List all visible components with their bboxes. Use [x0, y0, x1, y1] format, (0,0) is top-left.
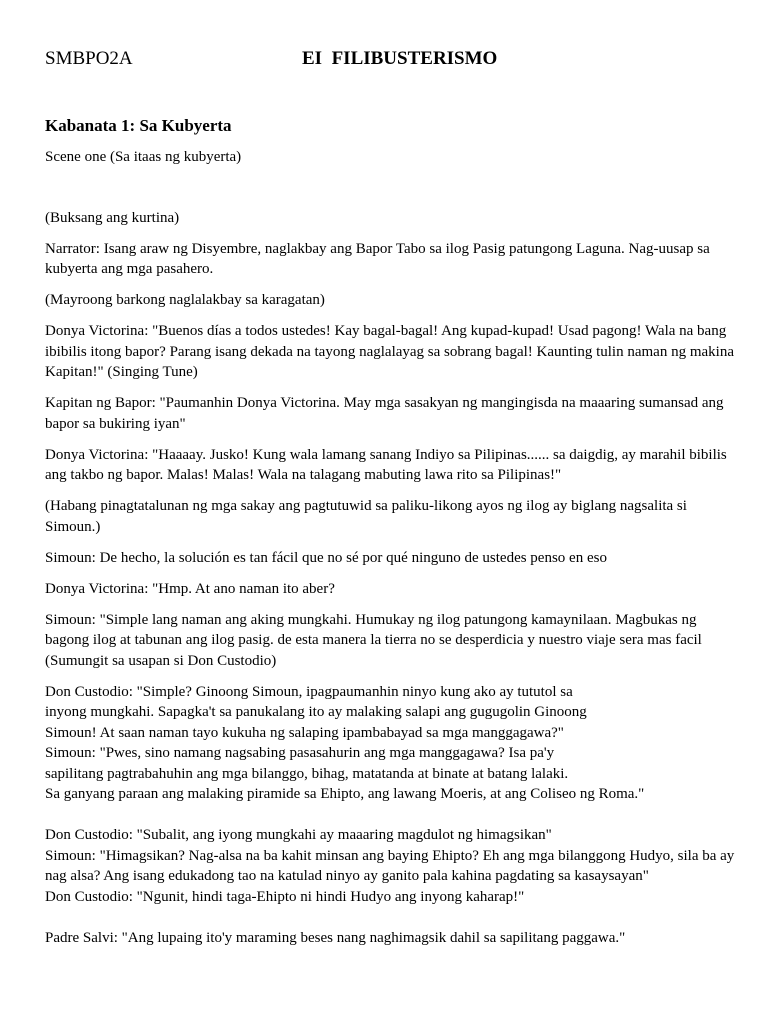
- dialogue-line: Don Custodio: "Subalit, ang iyong mungkahi ay maaaring magdulot ng himagsikan": [45, 827, 552, 843]
- dialogue-line: Don Custodio: "Ngunit, hindi taga-Ehipto ni hindi Hudyo ang inyong kaharap!": [45, 888, 525, 905]
- dialogue-line: Don Custodio: "Simple? Ginoong Simoun, ipagpaumanhin ninyo kung ako ay tututol sa: [45, 683, 573, 700]
- paragraph-simoun-1: Simoun: De hecho, la solución es tan fácil que no sé por qué ninguno de ustedes penso en eso: [45, 549, 607, 566]
- paragraph-donya-victorina-3: Donya Victorina: "Hmp. At ano naman ito aber?: [45, 580, 335, 597]
- dialogue-line: sapilitang pagtrabahuhin ang mga bilanggo, bihag, matatanda at binate at batang lalaki.: [45, 765, 569, 782]
- dialogue-line: Sa ganyang paraan ang malaking piramide sa Ehipto, ang lawang Moeris, at ang Coliseo ng Roma.": [45, 786, 645, 802]
- paragraph-stage-direction: (Mayroong barkong naglalakbay sa karagatan): [45, 292, 325, 308]
- paragraph-narrator: Narrator: Isang araw ng Disyembre, naglakbay ang Bapor Tabo sa ilog Pasig patungong Laguna. Nag-uusap sa kubyerta ang mga pasahero.: [45, 240, 710, 277]
- paragraph-simoun-2: Simoun: "Simple lang naman ang aking mungkahi. Humukay ng ilog patungong kamaynilaan. Magbukas ng bagong ilog at tabunan ang ilog pasig. de esta manera la tierra no se desperdicia y nuestro viaje sera mas facil (Sumungit sa usapan si Don Custodio): [45, 611, 702, 669]
- chapter-heading: Kabanata 1: Sa Kubyerta: [45, 116, 232, 135]
- paragraph-stage-direction-2: (Habang pinagtatalunan ng mga sakay ang pagtutuwid sa paliku-likong ayos ng ilog ay biglang nagsalita si Simoun.): [45, 498, 687, 535]
- paragraph-donya-victorina-2: Donya Victorina: "Haaaay. Jusko! Kung wala lamang sanang Indiyo sa Pilipinas...... sa daigdig, ay marahil bibilis ang takbo ng bapor. Malas! Malas! Wala na talagang mabuting lawa rito sa Pilipinas!": [45, 446, 727, 483]
- dialogue-line: Simoun: "Pwes, sino namang nagsabing pasasahurin ang mga manggagawa? Isa pa'y: [45, 745, 555, 761]
- dialogue-block-2: [45, 825, 735, 907]
- scene-label: Scene one (Sa itaas ng kubyerta): [45, 149, 242, 165]
- paragraph-curtain: (Buksang ang kurtina): [45, 209, 180, 226]
- document-body: [45, 115, 735, 959]
- dialogue-line: Simoun! At saan naman tayo kukuha ng salaping ipambabayad sa mga manggagawa?": [45, 724, 564, 741]
- document-code: SMBPO2A: [45, 48, 133, 69]
- dialogue-line: Simoun: "Himagsikan? Nag-alsa na ba kahit minsan ang baying Ehipto? Eh ang mga bilanggong Hudyo, sila ba ay nag alsa? Ang isang edukadong tao na katulad ninyo ay ganito pala kahina pagdating sa kasaysayan": [45, 847, 735, 884]
- paragraph-donya-victorina-1: Donya Victorina: "Buenos días a todos ustedes! Kay bagal-bagal! Ang kupad-kupad! Usad pagong! Wala na bang ibibilis itong bapor? Parang isang dekada na tayong naglalayag sa sobrang bagal! Kaunting tulin naman ng makina Kapitan!" (Singing Tune): [45, 323, 734, 380]
- paragraph-kapitan: Kapitan ng Bapor: "Paumanhin Donya Victorina. May mga sasakyan ng mangingisda na maaaring sumansad ang bapor sa bukiring iyan": [45, 395, 724, 432]
- document-title: EI FILIBUSTERISMO: [302, 48, 498, 69]
- paragraph-padre-salvi: Padre Salvi: "Ang lupaing ito'y maraming beses nang naghimagsik dahil sa sapilitang paggawa.": [45, 929, 626, 946]
- dialogue-line: inyong mungkahi. Sapagka't sa panukalang ito ay malaking salapi ang gugugolin Ginoong: [45, 704, 587, 720]
- dialogue-block-1: [45, 682, 735, 805]
